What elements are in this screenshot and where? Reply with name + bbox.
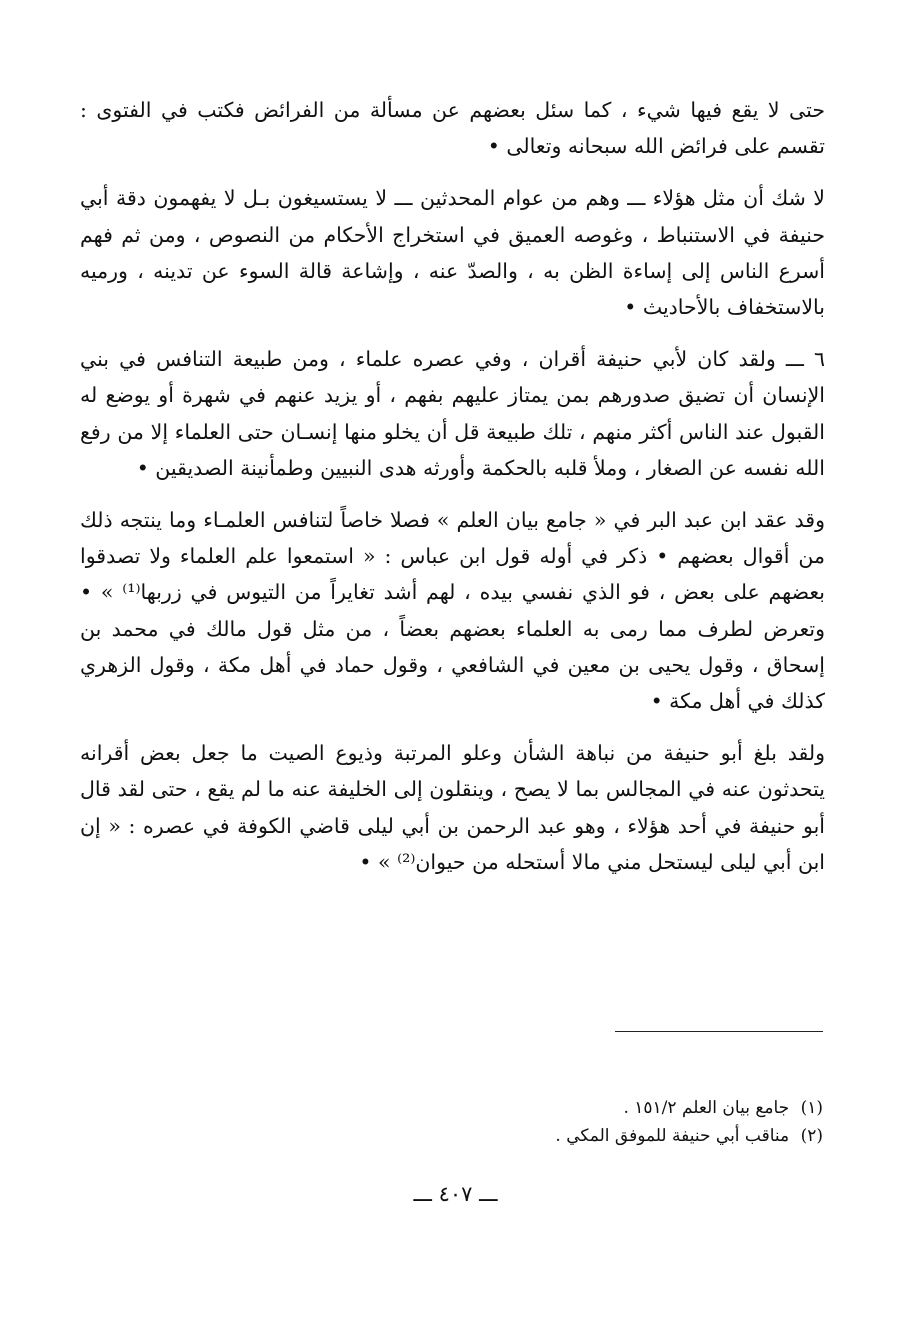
footnotes xyxy=(300,1094,823,1150)
paragraph-3: ٦ ـــ ولقد كان لأبي حنيفة أقران ، وفي عصره علماء ، ومن طبيعة التنافس في بني الإنسان أن تضيق صدورهم بمن يمتاز عليهم بفهم ، أو يزيد عنهم في شهرة أو يوضع له القبول عند الناس أكثر منهم ، تلك طبيعة قل أن يخلو منها إنسـان حتى العلماء إلا من رفع الله نفسه عن الصغار ، وملأ قلبه بالحكمة وأورثه هدى النبيين وطمأنينة الصديقين • xyxy=(80,347,825,480)
footnote-text: جامع بيان العلم ١٥١/٢ . xyxy=(623,1098,790,1118)
footnote-number: (٢) xyxy=(800,1126,823,1146)
footnote-2 xyxy=(300,1122,823,1150)
paragraph-1: حتى لا يقع فيها شيء ، كما سئل بعضهم عن مسألة من الفرائض فكتب في الفتوى : تقسم على فرائض الله سبحانه وتعالى • xyxy=(80,98,825,159)
paragraph-5: ولقد بلغ أبو حنيفة من نباهة الشأن وعلو المرتبة وذيوع الصيت ما جعل بعض أقرانه يتحدثون عنه في المجالس بما لا يصح ، وينقلون إلى الخليفة عنه ما لم يقع ، حتى لقد قال أبو حنيفة في أحد هؤلاء ، وهو عبد الرحمن بن أبي ليلى قاضي الكوفة في عصره : « إن ابن أبي ليلى ليستحل مني مالا أستحله من حيوان⁽²⁾ » • xyxy=(80,741,825,874)
paragraph-2: لا شك أن مثل هؤلاء ـــ وهم من عوام المحدثين ـــ لا يستسيغون بـل لا يفهمون دقة أبي حنيفة في الاستنباط ، وغوصه العميق في استخراج الأحكام من النصوص ، ومن ثم فهم أسرع الناس إلى إساءة الظن به ، والصدّ عنه ، وإشاعة قالة السوء عن تدينه ، ورميه بالاستخفاف بالأحاديث • xyxy=(80,186,825,320)
footnote-text: مناقب أبي حنيفة للموفق المكي . xyxy=(555,1126,790,1146)
main-text xyxy=(80,92,825,896)
footnote-number: (١) xyxy=(800,1098,823,1118)
footnote-divider xyxy=(615,1031,823,1032)
paragraph-4: وقد عقد ابن عبد البر في « جامع بيان العلم » فصلا خاصاً لتنافس العلمـاء وما ينتجه ذلك من أقوال بعضهم • ذكر في أوله قول ابن عباس : « استمعوا علم العلماء ولا تصدقوا بعضهم على بعض ، فو الذي نفسي بيده ، لهم أشد تغايراً من التيوس في زربها⁽¹⁾ » • وتعرض لطرف مما رمى به العلماء بعضهم بعضاً ، من مثل قول مالك في محمد بن إسحاق ، وقول يحيى بن معين في الشافعي ، وقول حماد في أهل مكة ، وقول الزهري كذلك في أهل مكة • xyxy=(80,508,826,714)
page-number: ـــ ٤٠٧ ـــ xyxy=(413,1182,498,1206)
footnote-1 xyxy=(300,1094,823,1122)
